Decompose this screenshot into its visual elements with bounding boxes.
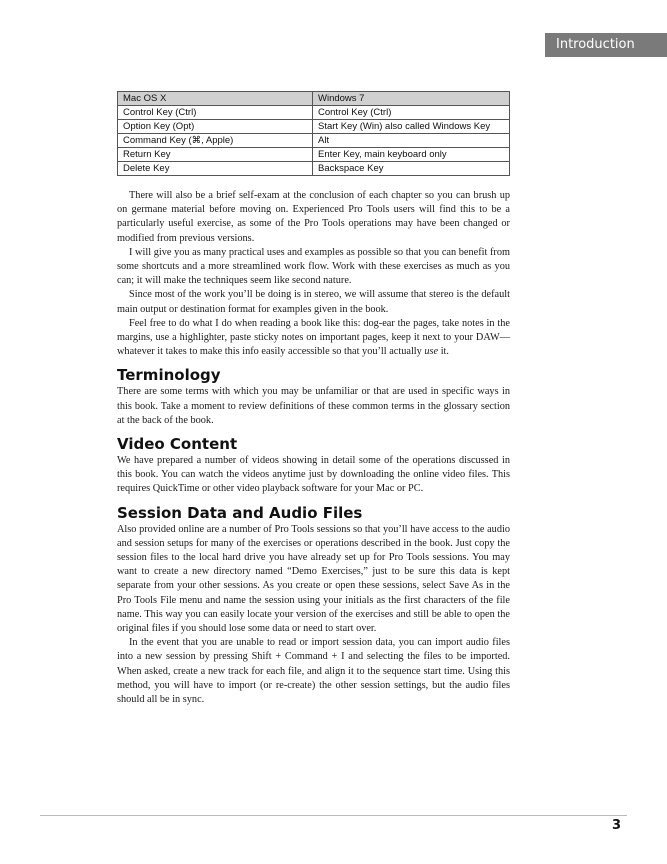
table-cell-windows: Alt bbox=[313, 134, 510, 148]
table-cell-mac: Command Key (⌘, Apple) bbox=[118, 134, 313, 148]
table-header-mac: Mac OS X bbox=[118, 92, 313, 106]
table-row bbox=[118, 106, 510, 120]
table-header-row bbox=[118, 92, 510, 106]
table-cell-windows: Backspace Key bbox=[313, 162, 510, 176]
table-row bbox=[118, 134, 510, 148]
paragraph: Also provided online are a number of Pro Tools sessions so that you’ll have access to the audio and session setups for many of the exercises or operations described in the book. Just copy the session files to the local hard drive you have already set up for Pro Tools sessions. You may want to create a new directory named “Demo Exercises,” just to be sure this data is kept separate from your other sessions. As you create or open these sessions, select Save As in the Pro Tools File menu and name the session using your initials as the first characters of the file name. This way you can easily locate your version of the exercises and still be able to open the original files if you should lose some data or need to start over. bbox=[117, 523, 510, 635]
paragraph: There will also be a brief self-exam at the conclusion of each chapter so you can brush up on germane material before moving on. Experienced Pro Tools users will find this to be a particularly useful exercise, as some of the Pro Tools operations may have been changed or modified from previous versions. bbox=[117, 190, 510, 244]
paragraph bbox=[117, 317, 510, 360]
section-heading-video-content: Video Content bbox=[117, 435, 238, 454]
table-cell-windows: Start Key (Win) also called Windows Key bbox=[313, 120, 510, 134]
table-row bbox=[118, 120, 510, 134]
key-equivalents-table bbox=[117, 91, 510, 176]
table-row bbox=[118, 162, 510, 176]
section-heading-session-data: Session Data and Audio Files bbox=[117, 503, 363, 522]
table-header-windows: Windows 7 bbox=[313, 92, 510, 106]
paragraph: In the event that you are unable to read or import session data, you can import audio files into a new session by pressing Shift + Command + I and selecting the files to be imported. When asked, create a new track for each file, and align it to the sequence start time. Using this method, you will have to import (or re-create) the other session settings, but the audio files should all be in sync. bbox=[117, 637, 510, 706]
table-cell-mac: Return Key bbox=[118, 148, 313, 162]
emphasis-text: use bbox=[424, 346, 439, 358]
chapter-tab: Introduction bbox=[545, 33, 667, 57]
paragraph: There are some terms with which you may be unfamiliar or that are used in specific ways in this book. Take a moment to review definitions of these common terms in the glossary section at the back of the book. bbox=[117, 386, 510, 426]
table-cell-windows: Control Key (Ctrl) bbox=[313, 106, 510, 120]
paragraph: I will give you as many practical uses and examples as possible so that you can benefit from some shortcuts and a more streamlined work flow. Work with these exercises as much as you can; it will make the techniques seem like second nature. bbox=[117, 246, 510, 287]
paragraph: Since most of the work you’ll be doing is in stereo, we will assume that stereo is the default main output or destination format for examples given in the book. bbox=[117, 289, 510, 315]
paragraph-text-end: it. bbox=[438, 346, 449, 358]
paragraph: We have prepared a number of videos showing in detail some of the operations discussed in this book. You can watch the videos anytime just by downloading the online video files. This requires QuickTime or other video playback software for your Mac or PC. bbox=[117, 455, 510, 495]
table-row bbox=[118, 148, 510, 162]
section-heading-terminology: Terminology bbox=[117, 366, 221, 385]
table-cell-windows: Enter Key, main keyboard only bbox=[313, 148, 510, 162]
footer-rule bbox=[40, 815, 627, 816]
body-text bbox=[117, 189, 510, 707]
page-number: 3 bbox=[612, 818, 622, 833]
table-cell-mac: Delete Key bbox=[118, 162, 313, 176]
table-cell-mac: Option Key (Opt) bbox=[118, 120, 313, 134]
table-cell-mac: Control Key (Ctrl) bbox=[118, 106, 313, 120]
paragraph-text: Feel free to do what I do when reading a book like this: dog-ear the pages, take notes in the margins, use a highlighter, paste sticky notes on important pages, keep it next to your DAW—whatever it takes to make this info easily accessible so that you’ll actually bbox=[117, 317, 510, 358]
